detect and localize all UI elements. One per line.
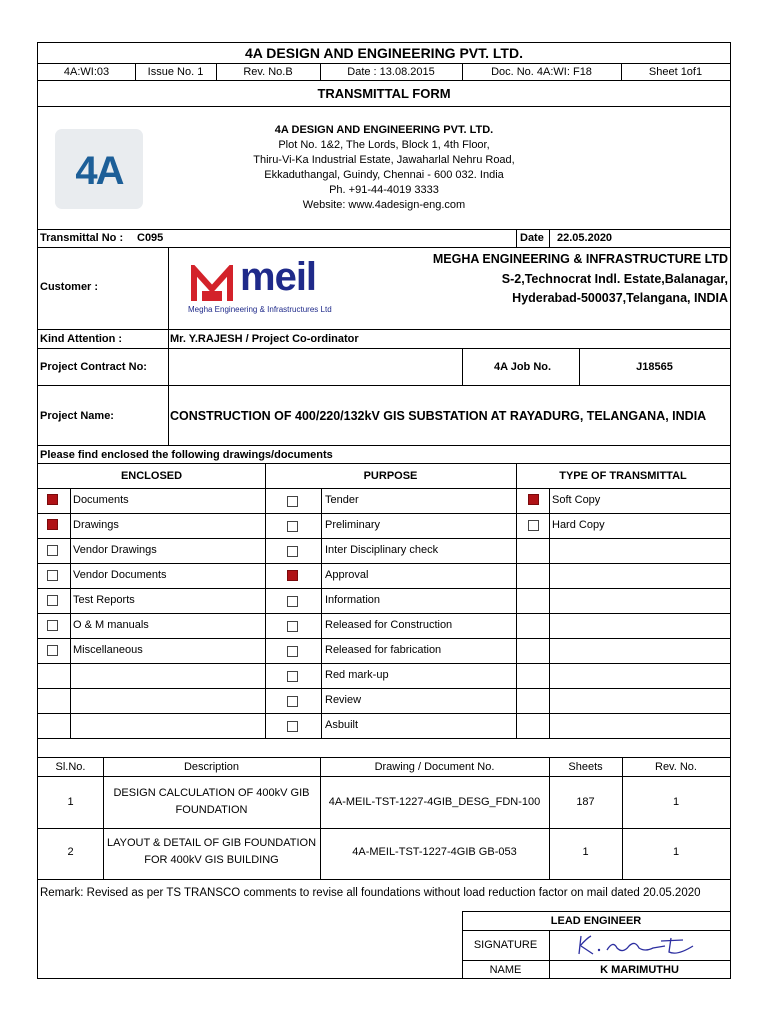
checkbox-inter-disciplinary[interactable] xyxy=(287,546,298,557)
rule xyxy=(38,588,730,589)
sign-title: LEAD ENGINEER xyxy=(550,915,642,927)
purpose-item-label: Asbuilt xyxy=(325,719,359,731)
rule xyxy=(320,757,321,879)
type-item-label: Hard Copy xyxy=(552,519,605,531)
row-slno: 2 xyxy=(67,846,74,858)
rule xyxy=(38,348,730,349)
customer-name: MEGHA ENGINEERING & INFRASTRUCTURE LTD xyxy=(432,252,728,266)
rule xyxy=(38,538,730,539)
rule xyxy=(462,930,730,931)
company-address-line: Thiru-Vi-Ka Industrial Estate, Jawaharlal Nehru Road, xyxy=(253,154,515,166)
signature-scribble-icon xyxy=(573,932,703,958)
transmittal-label: Transmittal No : xyxy=(40,232,124,244)
rule xyxy=(516,463,517,738)
checkbox-asbuilt[interactable] xyxy=(287,721,298,732)
enclosed-intro: Please find enclosed the following drawings/documents xyxy=(40,449,333,461)
transmittal-date: 22.05.2020 xyxy=(557,232,613,244)
rule xyxy=(516,229,517,247)
job-number: J18565 xyxy=(636,361,673,373)
rule xyxy=(462,348,463,385)
company-address-line: Plot No. 1&2, The Lords, Block 1, 4th Floor, xyxy=(278,139,490,151)
rule xyxy=(549,757,550,879)
row-description-line: FOR 400kV GIS BUILDING xyxy=(144,854,279,866)
rule xyxy=(38,463,730,464)
purpose-item-label: Review xyxy=(325,694,362,706)
rule xyxy=(38,563,730,564)
row-document-no: 4A-MEIL-TST-1227-4GIB GB-053 xyxy=(352,846,517,858)
rule xyxy=(38,879,730,880)
checkbox-drawings[interactable] xyxy=(47,519,58,530)
purpose-item-label: Released for Construction xyxy=(325,619,453,631)
sheet-count: Sheet 1of1 xyxy=(648,66,703,78)
rule xyxy=(38,688,730,689)
col-header-rev: Rev. No. xyxy=(655,761,697,773)
checkbox-information[interactable] xyxy=(287,596,298,607)
rule xyxy=(549,488,550,738)
rule xyxy=(38,757,730,758)
checkbox-released-construction[interactable] xyxy=(287,621,298,632)
checkbox-review[interactable] xyxy=(287,696,298,707)
rule xyxy=(38,738,730,739)
col-header-slno: Sl.No. xyxy=(55,761,86,773)
attention-label: Kind Attention : xyxy=(40,333,123,345)
company-name: 4A DESIGN AND ENGINEERING PVT. LTD. xyxy=(274,124,494,136)
checkbox-miscellaneous[interactable] xyxy=(47,645,58,656)
checkbox-soft-copy[interactable] xyxy=(528,494,539,505)
meil-logo xyxy=(188,255,358,319)
row-sheets: 187 xyxy=(576,796,595,808)
rule xyxy=(38,445,730,446)
col-header-description: Description xyxy=(183,761,240,773)
checkbox-approval[interactable] xyxy=(287,570,298,581)
name-label: NAME xyxy=(489,964,522,976)
checkbox-red-markup[interactable] xyxy=(287,671,298,682)
checkbox-vendor-documents[interactable] xyxy=(47,570,58,581)
row-document-no: 4A-MEIL-TST-1227-4GIB_DESG_FDN-100 xyxy=(328,796,541,808)
company-website: Website: www.4adesign-eng.com xyxy=(302,199,466,211)
checkbox-released-fabrication[interactable] xyxy=(287,646,298,657)
wi-number: 4A:WI:03 xyxy=(63,66,110,78)
rule xyxy=(38,776,730,777)
rule xyxy=(265,463,266,738)
enclosed-item-label: Documents xyxy=(73,494,129,506)
row-rev: 1 xyxy=(672,846,680,858)
col-header-document-no: Drawing / Document No. xyxy=(374,761,495,773)
rule xyxy=(38,63,730,64)
row-sheets: 1 xyxy=(582,846,589,858)
checkbox-om-manuals[interactable] xyxy=(47,620,58,631)
customer-address-line: S-2,Technocrat Indl. Estate,Balanagar, xyxy=(501,272,728,286)
type-header: TYPE OF TRANSMITTAL xyxy=(559,470,687,482)
company-phone: Ph. +91-44-4019 3333 xyxy=(329,184,439,196)
type-item-label: Soft Copy xyxy=(552,494,601,506)
enclosed-item-label: Drawings xyxy=(73,519,119,531)
company-logo-text: 4A xyxy=(75,149,123,193)
enclosed-item-label: Vendor Drawings xyxy=(73,544,157,556)
job-label: 4A Job No. xyxy=(494,361,552,373)
transmittal-number: C095 xyxy=(137,232,164,244)
rule xyxy=(321,488,322,738)
signature-label: SIGNATURE xyxy=(473,939,538,951)
row-rev: 1 xyxy=(672,796,680,808)
meil-logo-word: meil xyxy=(240,255,317,299)
enclosed-header: ENCLOSED xyxy=(120,470,183,482)
rule xyxy=(38,663,730,664)
purpose-header: PURPOSE xyxy=(363,470,418,482)
rule xyxy=(38,329,730,330)
purpose-item-label: Preliminary xyxy=(325,519,381,531)
enclosed-item-label: Miscellaneous xyxy=(73,644,143,656)
rule xyxy=(462,911,730,912)
company-address-line: Ekkaduthangal, Guindy, Chennai - 600 032. India xyxy=(264,169,504,181)
rule xyxy=(38,513,730,514)
row-description-line: DESIGN CALCULATION OF 400kV GIB xyxy=(113,787,310,799)
rule xyxy=(38,638,730,639)
checkbox-preliminary[interactable] xyxy=(287,521,298,532)
meil-emblem-icon xyxy=(190,265,234,305)
checkbox-vendor-drawings[interactable] xyxy=(47,545,58,556)
row-description-line: FOUNDATION xyxy=(175,804,248,816)
enclosed-item-label: O & M manuals xyxy=(73,619,149,631)
rule xyxy=(38,247,730,248)
project-name: CONSTRUCTION OF 400/220/132kV GIS SUBSTATION AT RAYADURG, TELANGANA, INDIA xyxy=(170,409,707,423)
remark-text: Remark: Revised as per TS TRANSCO comments to revise all foundations without load reduction factor on mail dated 20.05.2020 xyxy=(40,887,701,899)
row-description-line: LAYOUT & DETAIL OF GIB FOUNDATION xyxy=(106,837,317,849)
project-label: Project Name: xyxy=(40,410,114,422)
row-slno: 1 xyxy=(67,796,74,808)
doc-number: Doc. No. 4A:WI: F18 xyxy=(491,66,592,78)
enclosed-item-label: Test Reports xyxy=(73,594,135,606)
transmittal-form xyxy=(37,42,731,979)
meil-logo-tagline: Megha Engineering & Infrastructures Ltd xyxy=(188,305,332,314)
form-title: TRANSMITTAL FORM xyxy=(317,86,451,101)
purpose-item-label: Information xyxy=(325,594,381,606)
checkbox-documents[interactable] xyxy=(47,494,58,505)
rule xyxy=(168,247,169,445)
checkbox-hard-copy[interactable] xyxy=(528,520,539,531)
rule xyxy=(38,80,730,81)
contract-label: Project Contract No: xyxy=(40,361,147,373)
rule xyxy=(462,960,730,961)
rule xyxy=(70,488,71,738)
transmittal-date-label: Date xyxy=(520,232,544,244)
customer-label: Customer : xyxy=(40,281,99,293)
signer-name: K MARIMUTHU xyxy=(600,964,679,976)
rule xyxy=(549,229,550,247)
rule xyxy=(38,613,730,614)
purpose-item-label: Approval xyxy=(325,569,369,581)
checkbox-test-reports[interactable] xyxy=(47,595,58,606)
purpose-item-label: Inter Disciplinary check xyxy=(325,544,439,556)
issue-number: Issue No. 1 xyxy=(147,66,204,78)
enclosed-item-label: Vendor Documents xyxy=(73,569,167,581)
rule xyxy=(38,385,730,386)
purpose-item-label: Red mark-up xyxy=(325,669,389,681)
company-title: 4A DESIGN AND ENGINEERING PVT. LTD. xyxy=(245,45,523,61)
purpose-item-label: Tender xyxy=(325,494,359,506)
attention-value: Mr. Y.RAJESH / Project Co-ordinator xyxy=(170,333,359,345)
rule xyxy=(622,757,623,879)
col-header-sheets: Sheets xyxy=(568,761,603,773)
company-logo xyxy=(55,129,143,209)
rule xyxy=(38,106,730,107)
checkbox-tender[interactable] xyxy=(287,496,298,507)
customer-address-line: Hyderabad-500037,Telangana, INDIA xyxy=(512,291,728,305)
rule xyxy=(38,828,730,829)
rule xyxy=(38,229,730,230)
issue-date: Date : 13.08.2015 xyxy=(347,66,435,78)
rev-number: Rev. No.B xyxy=(243,66,293,78)
rule xyxy=(38,713,730,714)
purpose-item-label: Released for fabrication xyxy=(325,644,442,656)
rule xyxy=(38,488,730,489)
